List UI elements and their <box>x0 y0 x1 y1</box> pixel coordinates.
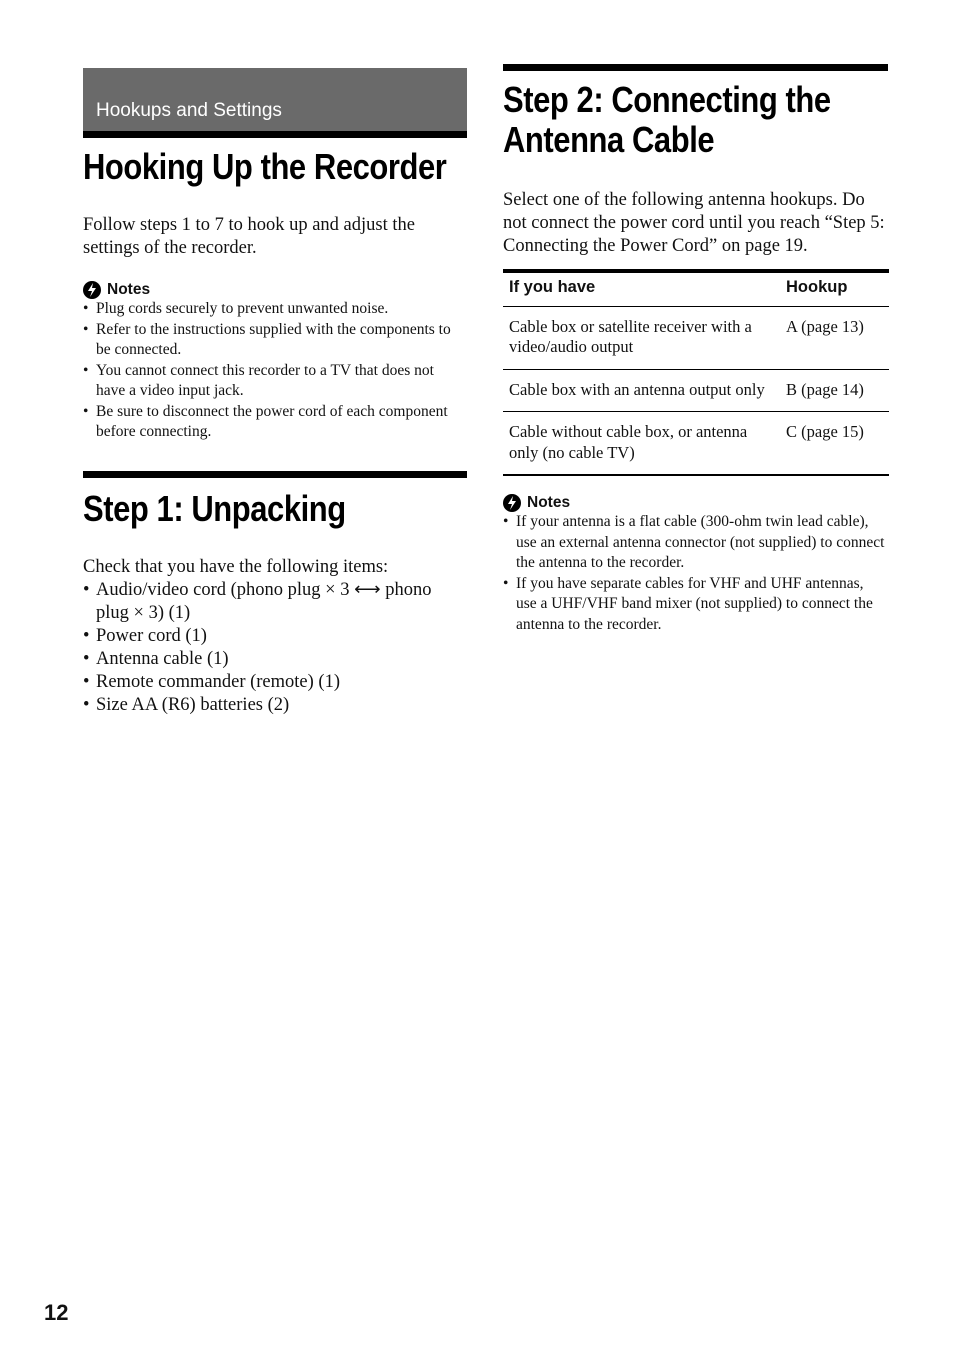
table-header-row <box>503 271 889 306</box>
table-cell: Cable box with an antenna output only <box>503 369 780 412</box>
notes-label: Notes <box>527 494 571 511</box>
hookup-table <box>503 269 889 476</box>
table-row <box>503 306 889 369</box>
column-header: If you have <box>503 271 780 306</box>
step1-intro: Check that you have the following items: <box>83 556 389 577</box>
table-cell: Cable box or satellite receiver with a video/audio output <box>503 306 780 369</box>
step1-title: Step 1: Unpacking <box>83 487 346 529</box>
table-cell: C (page 15) <box>780 412 889 476</box>
page-number: 12 <box>44 1300 69 1325</box>
package-items-list <box>83 579 467 717</box>
table-row <box>503 369 889 412</box>
note-item: • You cannot connect this recorder to a TV that does not have a video input jack. <box>83 361 467 402</box>
step1-rule <box>83 471 467 478</box>
column-header: Hookup <box>780 271 889 306</box>
section-label: Hookups and Settings <box>96 100 282 121</box>
package-item: • Power cord (1) <box>83 625 467 648</box>
package-item: • Audio/video cord (phono plug × 3 ⟷ phono plug × 3) (1) <box>83 579 467 625</box>
section-header-band <box>83 68 467 138</box>
table-row <box>503 412 889 476</box>
table-cell: A (page 13) <box>780 306 889 369</box>
intro-paragraph: Follow steps 1 to 7 to hook up and adjust the settings of the recorder. <box>83 215 415 258</box>
notes-bolt-icon <box>83 281 101 299</box>
notes-bolt-icon <box>503 494 521 512</box>
right-column <box>503 64 888 635</box>
package-item: • Antenna cable (1) <box>83 648 467 671</box>
notes-heading <box>503 494 888 512</box>
package-item: • Remote commander (remote) (1) <box>83 671 467 694</box>
notes-label: Notes <box>107 281 151 298</box>
page-title: Hooking Up the Recorder <box>83 146 447 187</box>
note-item: • Plug cords securely to prevent unwanted noise. <box>83 299 467 320</box>
note-item: • Refer to the instructions supplied with the components to be connected. <box>83 320 467 361</box>
notes-heading <box>83 281 467 299</box>
step2-intro: Select one of the following antenna hookups. Do not connect the power cord until you reach “Step 5: Connecting the Power Cord” on page 19. <box>503 190 885 256</box>
package-item: • Size AA (R6) batteries (2) <box>83 694 467 717</box>
step2-title: Step 2: Connecting the Antenna Cable <box>503 79 831 160</box>
table-cell: Cable without cable box, or antenna only (no cable TV) <box>503 412 780 476</box>
left-column <box>83 68 467 717</box>
note-item: • If your antenna is a flat cable (300-ohm twin lead cable), use an external antenna connector (not supplied) to connect the antenna to the recorder. <box>503 512 888 574</box>
note-item: • If you have separate cables for VHF and UHF antennas, use a UHF/VHF band mixer (not supplied) to connect the antenna to the recorder. <box>503 574 888 636</box>
note-item: • Be sure to disconnect the power cord of each component before connecting. <box>83 402 467 443</box>
notes-list <box>83 299 467 443</box>
table-cell: B (page 14) <box>780 369 889 412</box>
step2-rule <box>503 64 888 71</box>
notes-list <box>503 512 888 635</box>
